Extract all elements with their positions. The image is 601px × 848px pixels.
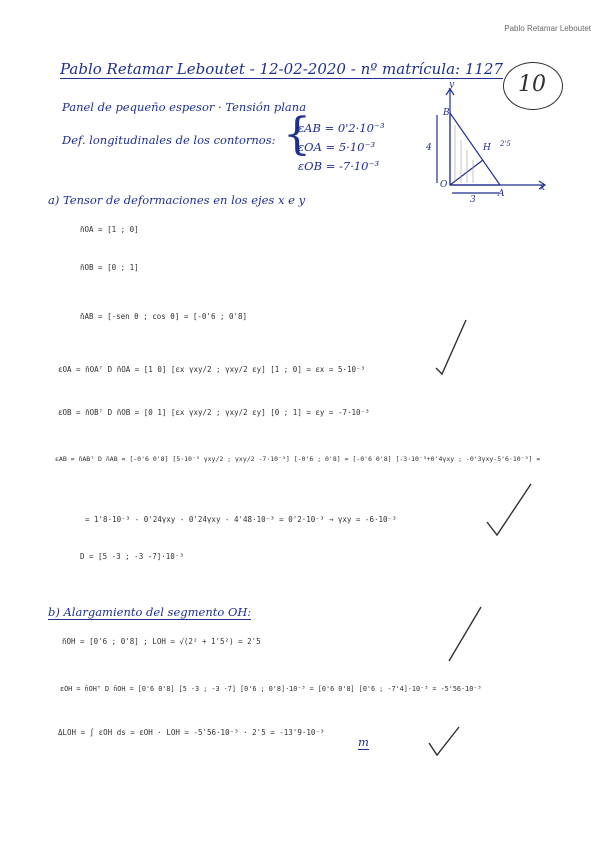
dimension-hyp: 2'5	[500, 140, 511, 148]
intro-line-2: Def. longitudinales de los contornos:	[62, 133, 276, 147]
equation-a4: = 1'8·10⁻³ - 0'24γxy - 0'24γxy - 4'48·10⁻³ = 0'2·10⁻³ → γxy = -6·10⁻³	[85, 515, 397, 524]
result-unit: m	[358, 735, 369, 749]
slash-mark-icon	[445, 605, 485, 665]
normal-oh: n̄OH = [0'6 ; 0'8] ; LOH = √(2² + 1'5²) = 2'5	[62, 637, 261, 646]
equation-a3: εAB = n̄ABᵀ D n̄AB = [-0'6 0'8] [5·10⁻³ γxy/2 ; γxy/2 -7·10⁻³] [-0'6 ; 0'8] = [-0'6 0'8] [-3·10⁻³+0'4γxy ; -0'3γxy-5'6·10⁻³] =	[55, 455, 541, 463]
vertex-a: A	[498, 189, 505, 199]
checkmark-icon	[485, 480, 535, 540]
grade-value: 10	[518, 72, 546, 97]
equation-b2: ΔLOH = ∫ εOH ds = εOH · LOH = -5'56·10⁻³ · 2'5 = -13'9·10⁻³	[58, 728, 325, 737]
page-title: Pablo Retamar Leboutet - 12-02-2020 - nº matrícula: 1127	[60, 60, 504, 78]
brace-icon: {	[283, 109, 311, 160]
dimension-bottom: 3	[470, 195, 476, 205]
normal-ab: n̄AB = [-sen θ ; cos θ] = [-0'6 ; 0'8]	[80, 312, 248, 321]
normal-ob: n̄OB = [0 ; 1]	[80, 263, 139, 272]
checkmark-icon	[425, 725, 465, 765]
equation-a2: εOB = n̄OBᵀ D n̄OB = [0 1] [εx γxy/2 ; γxy/2 εy] [0 ; 1] = εy = -7·10⁻³	[58, 408, 370, 417]
normal-oa: n̄OA = [1 ; 0]	[80, 225, 139, 234]
document-header: Pablo Retamar Leboutet	[504, 24, 591, 33]
dimension-left: 4	[426, 143, 432, 153]
equation-a1: εOA = n̄OAᵀ D n̄OA = [1 0] [εx γxy/2 ; γxy/2 εy] [1 ; 0] = εx = 5·10⁻³	[58, 365, 366, 374]
strain-tensor: D = [5 -3 ; -3 -7]·10⁻³	[80, 552, 184, 561]
equation-b1: εOH = n̄OHᵀ D n̄OH = [0'6 0'8] [5 -3 ; -3 -7] [0'6 ; 0'8]·10⁻³ = [0'6 0'8] [0'6 ; -7'4]·10⁻³ = -5'56·10⁻³	[60, 685, 482, 693]
vertex-h: H	[483, 143, 491, 153]
checkmark-icon	[430, 318, 470, 378]
vertex-o: O	[440, 180, 448, 190]
axis-y-label: y	[449, 80, 455, 90]
vertex-b: B	[443, 108, 450, 118]
section-b-title: b) Alargamiento del segmento OH:	[48, 605, 252, 619]
strain-ob: εOB = -7·10⁻³	[298, 159, 380, 173]
strain-ab: εAB = 0'2·10⁻³	[298, 121, 385, 135]
axis-x-label: x	[540, 183, 546, 193]
intro-line-1: Panel de pequeño espesor · Tensión plana	[62, 100, 307, 114]
strain-oa: εOA = 5·10⁻³	[298, 140, 376, 154]
section-a-title: a) Tensor de deformaciones en los ejes x e y	[48, 193, 306, 207]
